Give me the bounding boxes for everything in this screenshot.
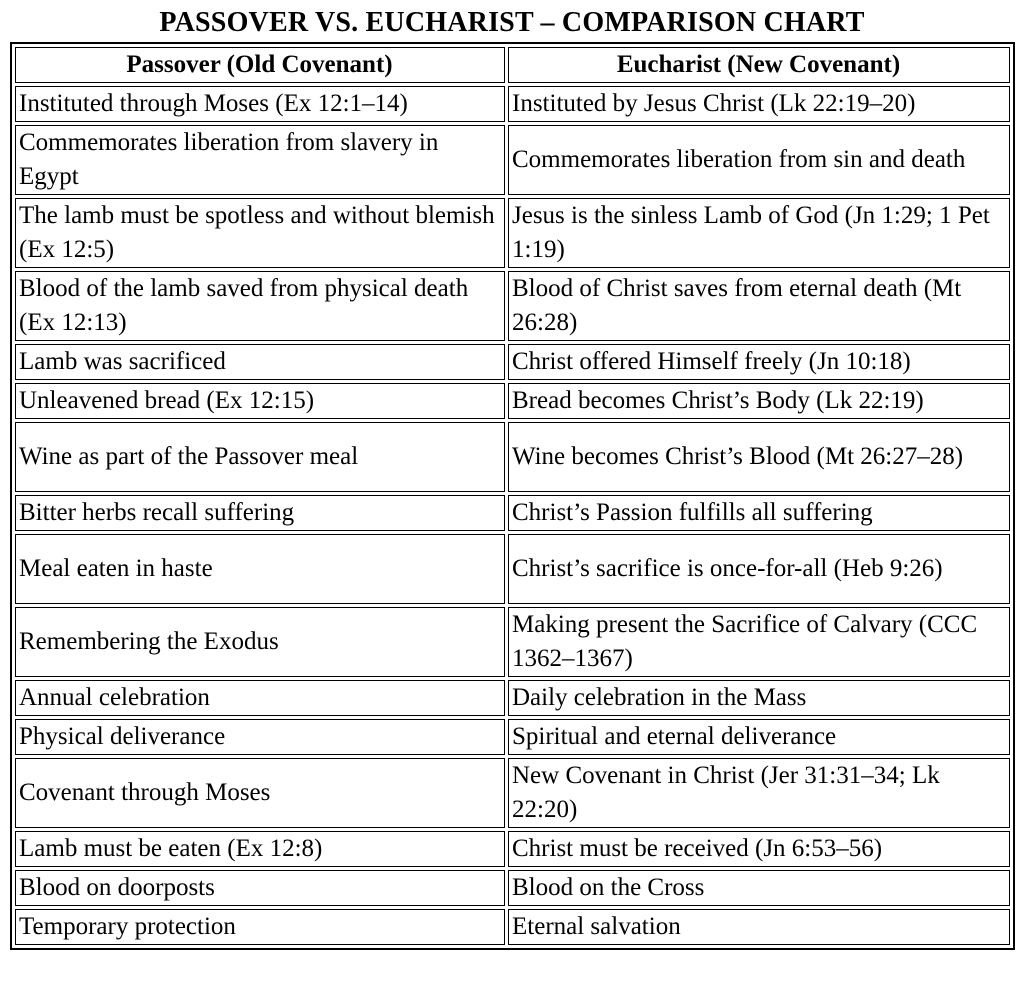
eucharist-cell: Instituted by Jesus Christ (Lk 22:19–20): [508, 86, 1010, 122]
table-row: [15, 758, 1010, 828]
eucharist-cell: New Covenant in Christ (Jer 31:31–34; Lk 22:20): [508, 758, 1010, 828]
table-row: [15, 422, 1010, 492]
passover-cell: Temporary protection: [15, 909, 505, 945]
table-body: [15, 86, 1010, 945]
passover-cell: Physical deliverance: [15, 719, 505, 755]
comparison-table: [10, 42, 1015, 950]
table-row: [15, 680, 1010, 716]
eucharist-cell: Making present the Sacrifice of Calvary (CCC 1362–1367): [508, 607, 1010, 677]
eucharist-cell: Jesus is the sinless Lamb of God (Jn 1:29; 1 Pet 1:19): [508, 198, 1010, 268]
column-header-passover: Passover (Old Covenant): [15, 47, 505, 83]
table-row: [15, 271, 1010, 341]
eucharist-cell: Christ’s Passion fulfills all suffering: [508, 495, 1010, 531]
passover-cell: Bitter herbs recall suffering: [15, 495, 505, 531]
passover-cell: Wine as part of the Passover meal: [15, 422, 505, 492]
passover-cell: Remembering the Exodus: [15, 607, 505, 677]
eucharist-cell: Commemorates liberation from sin and death: [508, 125, 1010, 195]
passover-cell: Blood of the lamb saved from physical death (Ex 12:13): [15, 271, 505, 341]
table-row: [15, 125, 1010, 195]
table-row: [15, 534, 1010, 604]
table-row: [15, 86, 1010, 122]
eucharist-cell: Blood on the Cross: [508, 870, 1010, 906]
passover-cell: Commemorates liberation from slavery in Egypt: [15, 125, 505, 195]
table-row: [15, 719, 1010, 755]
passover-cell: Unleavened bread (Ex 12:15): [15, 383, 505, 419]
eucharist-cell: Spiritual and eternal deliverance: [508, 719, 1010, 755]
eucharist-cell: Christ offered Himself freely (Jn 10:18): [508, 344, 1010, 380]
table-row: [15, 870, 1010, 906]
table-row: [15, 198, 1010, 268]
chart-title: PASSOVER VS. EUCHARIST – COMPARISON CHART: [159, 7, 865, 38]
table-row: [15, 831, 1010, 867]
eucharist-cell: Bread becomes Christ’s Body (Lk 22:19): [508, 383, 1010, 419]
table-row: [15, 909, 1010, 945]
table-row: [15, 344, 1010, 380]
passover-cell: The lamb must be spotless and without blemish (Ex 12:5): [15, 198, 505, 268]
eucharist-cell: Wine becomes Christ’s Blood (Mt 26:27–28): [508, 422, 1010, 492]
column-header-eucharist: Eucharist (New Covenant): [508, 47, 1010, 83]
header-row: [15, 47, 1010, 83]
eucharist-cell: Daily celebration in the Mass: [508, 680, 1010, 716]
passover-cell: Covenant through Moses: [15, 758, 505, 828]
passover-cell: Annual celebration: [15, 680, 505, 716]
passover-cell: Instituted through Moses (Ex 12:1–14): [15, 86, 505, 122]
passover-cell: Meal eaten in haste: [15, 534, 505, 604]
passover-cell: Lamb was sacrificed: [15, 344, 505, 380]
passover-cell: Blood on doorposts: [15, 870, 505, 906]
table-row: [15, 495, 1010, 531]
table-row: [15, 383, 1010, 419]
table-row: [15, 607, 1010, 677]
eucharist-cell: Christ’s sacrifice is once-for-all (Heb 9:26): [508, 534, 1010, 604]
eucharist-cell: Blood of Christ saves from eternal death (Mt 26:28): [508, 271, 1010, 341]
eucharist-cell: Christ must be received (Jn 6:53–56): [508, 831, 1010, 867]
eucharist-cell: Eternal salvation: [508, 909, 1010, 945]
passover-cell: Lamb must be eaten (Ex 12:8): [15, 831, 505, 867]
